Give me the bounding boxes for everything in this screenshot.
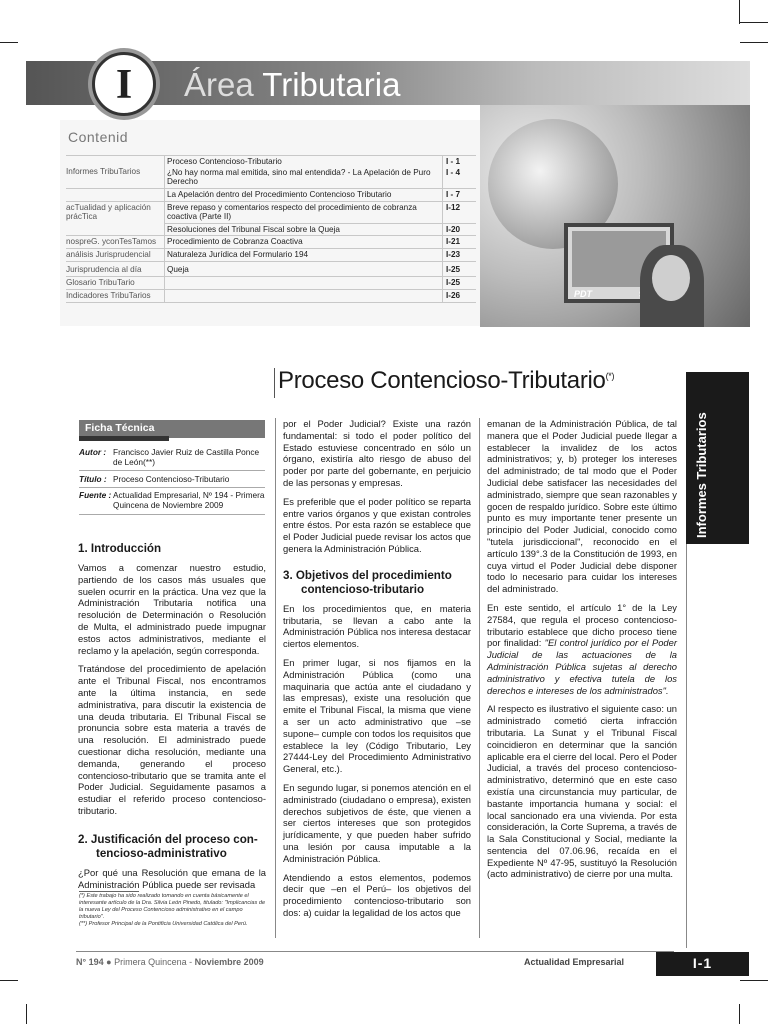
page-number: I-1 bbox=[692, 955, 713, 971]
toc-section: Jurisprudencia al día bbox=[66, 265, 142, 274]
footer-issue-number: N° 194 bbox=[76, 957, 104, 967]
toc-page: I - 4 bbox=[446, 168, 461, 177]
toc-page: I-12 bbox=[446, 203, 461, 212]
ficha-titulo-label: Título : bbox=[79, 474, 107, 484]
pdt-label: PDT bbox=[574, 289, 592, 299]
contents-title: Contenid bbox=[68, 129, 129, 145]
toc-row[interactable] bbox=[66, 278, 476, 288]
toc-page: I-20 bbox=[446, 225, 461, 234]
article-title bbox=[278, 367, 614, 395]
crop-mark bbox=[739, 0, 740, 24]
toc-section: nospreG. yconTesTamos bbox=[66, 237, 157, 246]
crop-mark bbox=[739, 1004, 740, 1024]
crop-mark bbox=[740, 22, 768, 23]
toc-description: ¿No hay norma mal emitida, sino mal entendida? - La Apelación de Puro Derecho bbox=[167, 168, 431, 186]
paragraph: Al respecto es ilustrativo el siguiente caso: un administrado cometió cierta infracción tributaria. La Sunat y el Tribunal Fiscal coincidieron en determinar que la sanción aplicable era el cierre del local. Pero el Poder Judicial, a través del proceso contencioso-administrativo, determinó que en este caso existía una circunstancia muy particular, de bastante importancia humana y social: el local sancionado era una vivienda. Por esta consideración, la Corte Suprema, a través de la Sala Constitucional y Social, mediante la sentencia del 07.06.96, recaída en el Expediente Nº 47-95, sustituyó la Resolución (acto administrativo) de cierre por una multa. bbox=[487, 703, 677, 880]
heading-objetivos bbox=[283, 569, 471, 597]
paragraph: por el Poder Judicial? Existe una razón fundamental: si todo el poder político del Estado estuviese concentrado en sólo un órgano, existiría alto riesgo de abuso del poder por parte del gobernante, en perjuicio de las personas y empresas. bbox=[283, 418, 471, 488]
paragraph: En primer lugar, si nos fijamos en la Administración Pública (como una maquinaria que actúa ante el ciudadano y las empresas), existe una resolución que emite el Tribunal Fiscal, la misma que viene a ser un acto administrativo que –se supone– cumple con todos los requisitos que establece la ley (Código Tributario, Ley 27444-Ley del Procedimiento Administrativo General, etc.). bbox=[283, 656, 471, 775]
crop-mark bbox=[740, 980, 768, 981]
paragraph: emanan de la Administración Pública, de tal manera que el Poder Judicial puede llegar a establecer la invalidez de los actos administrativos; y, b) proteger los intereses del administrado; de tal modo que el Poder Judicial debe satisfacer las necesidades del administrado, siempre que sean razonables y gocen de respaldo jurídico. Sobre este último punto es muy importante tener presente un principio del Poder Judicial, conocido como "tutela jurisdiccional", reconocido en el artículo 139°.3 de la Constitución de 1993, en cuya virtud el Poder Judicial debe disponer todo lo necesario para cuidar los intereses del administrado. bbox=[487, 418, 677, 595]
toc-page: I-25 bbox=[446, 278, 461, 287]
footer-period-month: Noviembre 2009 bbox=[194, 957, 264, 967]
column-rule bbox=[686, 544, 687, 948]
page-number-box bbox=[656, 952, 749, 976]
section-number: I bbox=[115, 62, 133, 108]
crop-mark bbox=[26, 1004, 27, 1024]
toc-divider bbox=[66, 188, 476, 189]
paragraph: Tratándose del procedimiento de apelación ante el Tribunal Fiscal, nos encontramos ante la última instancia, en sede administrativa, para discutir la existencia de una deuda tributaria. El Tribunal Fiscal se pronuncia sobre esta materia a través de una resolución. El administrado puede cuestionar dicha resolución, mediante una demanda, generando el proceso contencioso-tributario que se tramita ante el Poder Judicial. Seguidamente pasamos a estudiar el referido proceso contencioso-tributario. bbox=[78, 663, 266, 816]
toc-page: I-25 bbox=[446, 265, 461, 274]
section-side-tab-label: Informes Tributarios bbox=[694, 412, 709, 538]
toc-row[interactable] bbox=[66, 203, 476, 225]
toc-row[interactable] bbox=[66, 190, 476, 200]
heading-introduccion: 1. Introducción bbox=[78, 542, 162, 555]
toc-divider bbox=[66, 235, 476, 236]
toc-description: Proceso Contencioso-Tributario bbox=[167, 157, 282, 166]
toc-divider bbox=[66, 302, 476, 303]
article-column-2 bbox=[283, 418, 471, 926]
paragraph: Es preferible que el poder político se reparta entre varios órganos y que existan controles entre éstos. Por esta razón se establece que el Poder Judicial puede revisar los actos que genera la Administración Pública. bbox=[283, 495, 471, 554]
heading-justificacion-line2: tencioso-administrativo bbox=[96, 846, 227, 860]
heading-justificacion-line1: 2. Justificación del proceso con- bbox=[78, 832, 258, 846]
footer-issue bbox=[76, 957, 264, 967]
paragraph-quote bbox=[487, 602, 677, 696]
toc-row[interactable] bbox=[66, 265, 476, 275]
toc-divider bbox=[66, 248, 476, 249]
header-photo bbox=[480, 105, 750, 327]
toc-page: I - 7 bbox=[446, 190, 461, 199]
heading-objetivos-line2: contencioso-tributario bbox=[301, 582, 425, 596]
footer-publication: Actualidad Empresarial bbox=[524, 957, 625, 967]
toc-section: Glosario TribuTario bbox=[66, 278, 135, 287]
toc-section: acTualidad y aplicación prácTica bbox=[66, 203, 151, 221]
paragraph-quote-intro: En este sentido, el artículo 1° de la Ley 27584, que regula el proceso contencioso-tributario establece que dicho proceso tiene por finalidad: bbox=[487, 601, 677, 649]
article-title-mark: (*) bbox=[605, 371, 615, 381]
footnote-2: (**) Profesor Principal de la Pontificia Universidad Católica del Perú. bbox=[79, 921, 248, 927]
footer-period: Primera Quincena - bbox=[114, 957, 195, 967]
ficha-fuente-label: Fuente : bbox=[79, 490, 112, 500]
section-title-prefix: Área bbox=[184, 66, 254, 103]
toc-row[interactable] bbox=[66, 225, 476, 235]
footnote-1: (*) Este trabajo ha sido realizado tomando en cuenta básicamente el interesante artículo de la Dra. Silvia León Pinedo, titulado: "Implicancias de la nueva Ley del Proceso Contencioso administrativo en el campo tributario". bbox=[79, 893, 266, 920]
heading-justificacion bbox=[78, 833, 266, 861]
ficha-fuente-row bbox=[79, 490, 265, 512]
ficha-titulo-row bbox=[79, 474, 265, 486]
toc-divider bbox=[164, 223, 476, 224]
column-rule bbox=[275, 418, 276, 938]
toc-row[interactable] bbox=[66, 237, 476, 247]
toc-row[interactable] bbox=[66, 291, 476, 301]
toc-section: análisis Jurisprudencial bbox=[66, 250, 151, 259]
section-number-badge bbox=[92, 52, 156, 116]
toc-row[interactable] bbox=[66, 250, 476, 260]
crop-mark bbox=[0, 42, 18, 43]
toc-divider bbox=[66, 155, 476, 156]
toc-page: I-26 bbox=[446, 291, 461, 300]
ficha-autor-row bbox=[79, 447, 265, 469]
toc-description: Breve repaso y comentarios respecto del procedimiento de cobranza coactiva (Parte II) bbox=[167, 203, 417, 221]
toc-description: Resoluciones del Tribunal Fiscal sobre la Queja bbox=[167, 225, 340, 234]
toc-divider bbox=[66, 276, 476, 277]
toc-page: I-23 bbox=[446, 250, 461, 259]
heading-objetivos-line1: 3. Objetivos del procedimiento bbox=[283, 568, 452, 582]
paragraph: Atendiendo a estos elementos, podemos decir que –en el Perú– los objetivos del procedimiento contencioso-tributario son dos: a) cuidar la legalidad de los actos que bbox=[283, 871, 471, 918]
paragraph: Vamos a comenzar nuestro estudio, partiendo de los casos más usuales que suelen ocurrir en la práctica. Una vez que la Administración Tributaria notifica una resolución de Determinación o Resolución de Multa, el administrado puede impugnar estos actos administrativos, mediante el reclamo y la apelación, según corresponda. bbox=[78, 562, 266, 656]
ficha-autor: Francisco Javier Ruiz de Castilla Ponce de León(**) bbox=[113, 447, 260, 467]
ficha-divider bbox=[79, 470, 265, 471]
ficha-autor-label: Autor : bbox=[79, 447, 107, 457]
ficha-titulo: Proceso Contencioso-Tributario bbox=[113, 474, 230, 484]
toc-description: Naturaleza Jurídica del Formulario 194 bbox=[167, 250, 309, 259]
toc-section: Indicadores TribuTarios bbox=[66, 291, 151, 300]
paragraph: En segundo lugar, si ponemos atención en el administrado (ciudadano o empresa), existen derechos subjetivos de éste, que vienen a ser ciertos intereses que son protegidos jurídicamente, y que pueden haber sufrido una lesión por causa imputable a la Administración Pública. bbox=[283, 781, 471, 864]
toc-row[interactable] bbox=[66, 168, 476, 188]
footnote-rule bbox=[79, 891, 139, 892]
paragraph-quote-text: "El control jurídico por el Poder Judicial de las actuaciones de la Administración Pública sujetas al derecho administrativo y efectiva tutela de los derechos e intereses de los administrados". bbox=[487, 637, 677, 696]
title-rule bbox=[274, 368, 275, 398]
column-rule bbox=[479, 418, 480, 938]
crop-mark bbox=[740, 42, 768, 43]
section-title-main: Tributaria bbox=[262, 66, 401, 103]
ficha-divider bbox=[79, 487, 265, 488]
ficha-fuente: Actualidad Empresarial, Nº 194 - Primera Quincena de Noviembre 2009 bbox=[113, 490, 265, 510]
crop-mark bbox=[0, 980, 18, 981]
toc-description: Procedimiento de Cobranza Coactiva bbox=[167, 237, 303, 246]
article-column-1 bbox=[78, 538, 266, 897]
toc-divider bbox=[66, 261, 476, 262]
footnotes bbox=[79, 893, 267, 928]
person-face bbox=[652, 255, 690, 301]
toc-description: Queja bbox=[167, 265, 189, 274]
toc-page: I-21 bbox=[446, 237, 461, 246]
ficha-divider bbox=[79, 514, 265, 515]
ficha-heading: Ficha Técnica bbox=[85, 422, 155, 434]
toc-page: I - 1 bbox=[446, 157, 461, 166]
paragraph: En los procedimientos que, en materia tributaria, se llevan a cabo ante la Administración Pública nos interesa destacar ciertos elementos. bbox=[283, 602, 471, 650]
footer-bullet-icon: ● bbox=[106, 957, 112, 967]
toc-description: La Apelación dentro del Procedimiento Contencioso Tributario bbox=[167, 190, 392, 199]
toc-divider bbox=[66, 201, 476, 202]
paragraph: ¿Por qué una Resolución que emana de la Administración Pública puede ser revisada bbox=[78, 866, 266, 890]
footer-rule bbox=[76, 951, 674, 952]
toc-section: Informes TribuTarios bbox=[66, 167, 141, 176]
toc-divider bbox=[66, 289, 476, 290]
article-title-text: Proceso Contencioso-Tributario bbox=[278, 367, 606, 394]
article-column-3 bbox=[487, 418, 677, 887]
section-title bbox=[184, 66, 400, 104]
ficha-accent-bar bbox=[79, 436, 169, 441]
